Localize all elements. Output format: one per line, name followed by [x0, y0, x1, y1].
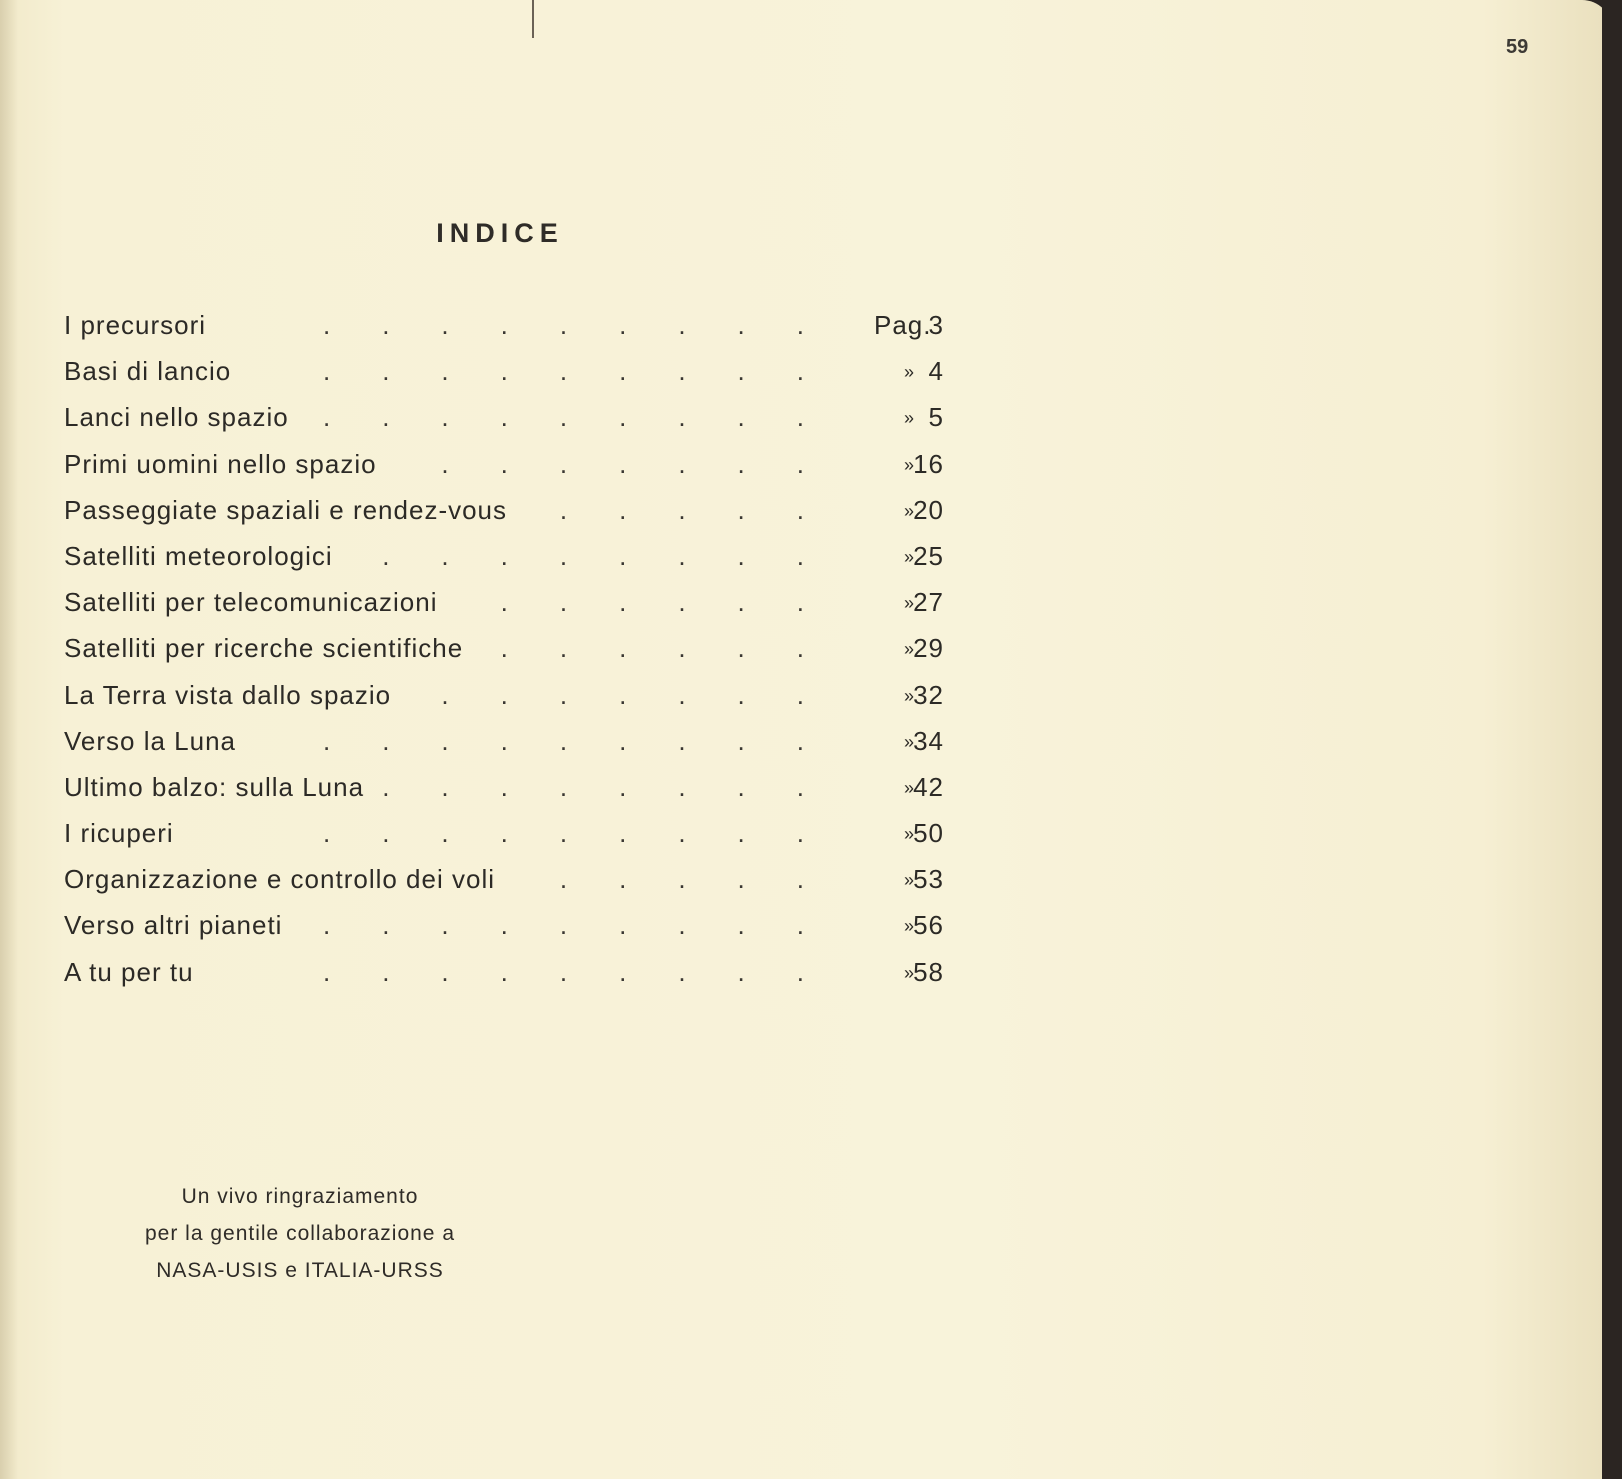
toc-entry	[64, 678, 944, 724]
toc-entry-separator: »	[904, 408, 916, 429]
toc-entry-separator: »	[904, 639, 916, 660]
toc-entry-separator: »	[904, 962, 916, 983]
toc-entry-page: 29	[913, 633, 944, 664]
table-of-contents	[64, 308, 944, 1001]
toc-leader-dots: . . . . .	[559, 494, 804, 525]
toc-leader-dots: . . . . .	[559, 864, 804, 895]
acknowledgement	[100, 1178, 500, 1289]
toc-leader-dots: . . . . . .	[500, 587, 804, 618]
toc-leader-dots: . . . . . . . . .	[322, 910, 804, 941]
toc-entry-separator: »	[904, 731, 916, 752]
toc-entry-title: Satelliti meteorologici	[64, 540, 333, 571]
toc-leader-dots: . . . . . . . . .	[322, 818, 804, 849]
toc-entry	[64, 400, 944, 446]
toc-entry-page: 58	[913, 956, 944, 987]
page-crease	[532, 0, 534, 38]
toc-entry-page: 5	[928, 402, 944, 433]
toc-entry	[64, 816, 944, 862]
toc-entry-title: I ricuperi	[64, 818, 174, 849]
toc-entry-title: Verso la Luna	[64, 725, 237, 756]
toc-entry	[64, 354, 944, 400]
toc-entry-page: 16	[913, 448, 944, 479]
toc-entry-title: Lanci nello spazio	[64, 402, 289, 433]
toc-entry-page: 50	[913, 818, 944, 849]
toc-entry-separator: »	[904, 454, 916, 475]
toc-entry	[64, 585, 944, 631]
toc-entry	[64, 908, 944, 954]
toc-entry-title: A tu per tu	[64, 956, 194, 987]
acknowledgement-line: Un vivo ringraziamento	[181, 1185, 419, 1208]
toc-leader-dots: . . . . . . . . .	[322, 310, 804, 340]
toc-entry-title: Ultimo balzo: sulla Luna	[64, 771, 365, 802]
toc-entry-separator: »	[904, 362, 916, 383]
toc-entry-separator: »	[904, 777, 916, 798]
toc-entry-page: 4	[928, 356, 944, 387]
toc-entry	[64, 308, 944, 354]
toc-entry-page: 27	[913, 587, 944, 618]
toc-entry-page: 3	[928, 310, 944, 340]
toc-entry-title: Satelliti per ricerche scientifiche	[64, 633, 464, 664]
toc-entry-separator: »	[904, 546, 916, 567]
toc-leader-dots: . . . . . .	[500, 633, 804, 664]
toc-entry-title: Satelliti per telecomunicazioni	[64, 587, 438, 618]
toc-leader-dots: . . . . . . . .	[382, 540, 804, 571]
toc-entry	[64, 631, 944, 677]
toc-entry-page: 56	[913, 910, 944, 941]
toc-entry-separator: »	[904, 824, 916, 845]
toc-entry-title: Primi uomini nello spazio	[64, 448, 377, 479]
toc-entry	[64, 862, 944, 908]
toc-entry-page: 25	[913, 540, 944, 571]
toc-leader-dots: . . . . . . .	[441, 448, 804, 479]
page-title: INDICE	[436, 218, 564, 248]
acknowledgement-line: NASA-USIS e ITALIA-URSS	[156, 1259, 444, 1282]
toc-entry-separator: »	[904, 916, 916, 937]
toc-entry	[64, 447, 944, 493]
toc-entry	[64, 493, 944, 539]
toc-entry	[64, 724, 944, 770]
toc-entry-title: Passeggiate spaziali e rendez-vous	[64, 494, 508, 525]
toc-entry-page: 20	[913, 494, 944, 525]
toc-leader-dots: . . . . . . . . .	[322, 356, 804, 387]
toc-leader-dots: . . . . . . .	[441, 679, 804, 710]
toc-leader-dots: . . . . . . . . .	[322, 956, 804, 987]
toc-entry-page: 34	[913, 725, 944, 756]
toc-leader-dots: . . . . . . . .	[382, 771, 804, 802]
toc-entry-separator: Pag.	[874, 310, 932, 340]
toc-entry-separator: »	[904, 685, 916, 706]
page-edge	[1602, 0, 1612, 1479]
acknowledgement-line: per la gentile collaborazione a	[144, 1222, 456, 1245]
toc-entry-separator: »	[904, 500, 916, 521]
toc-entry-title: Verso altri pianeti	[64, 910, 283, 941]
toc-entry-page: 42	[913, 771, 944, 802]
toc-entry-title: La Terra vista dallo spazio	[64, 679, 392, 710]
toc-entry-title: Basi di lancio	[64, 356, 232, 387]
toc-entry-page: 53	[913, 864, 944, 895]
toc-leader-dots: . . . . . . . . .	[322, 402, 804, 433]
page-number: 59	[1506, 36, 1529, 58]
toc-entry-separator: »	[904, 870, 916, 891]
toc-entry	[64, 770, 944, 816]
toc-leader-dots: . . . . . . . . .	[322, 725, 804, 756]
toc-entry	[64, 539, 944, 585]
toc-entry-page: 32	[913, 679, 944, 710]
toc-entry	[64, 955, 944, 1001]
toc-entry-title: I precursori	[64, 310, 207, 340]
toc-entry-title: Organizzazione e controllo dei voli	[64, 864, 495, 895]
toc-entry-separator: »	[904, 593, 916, 614]
